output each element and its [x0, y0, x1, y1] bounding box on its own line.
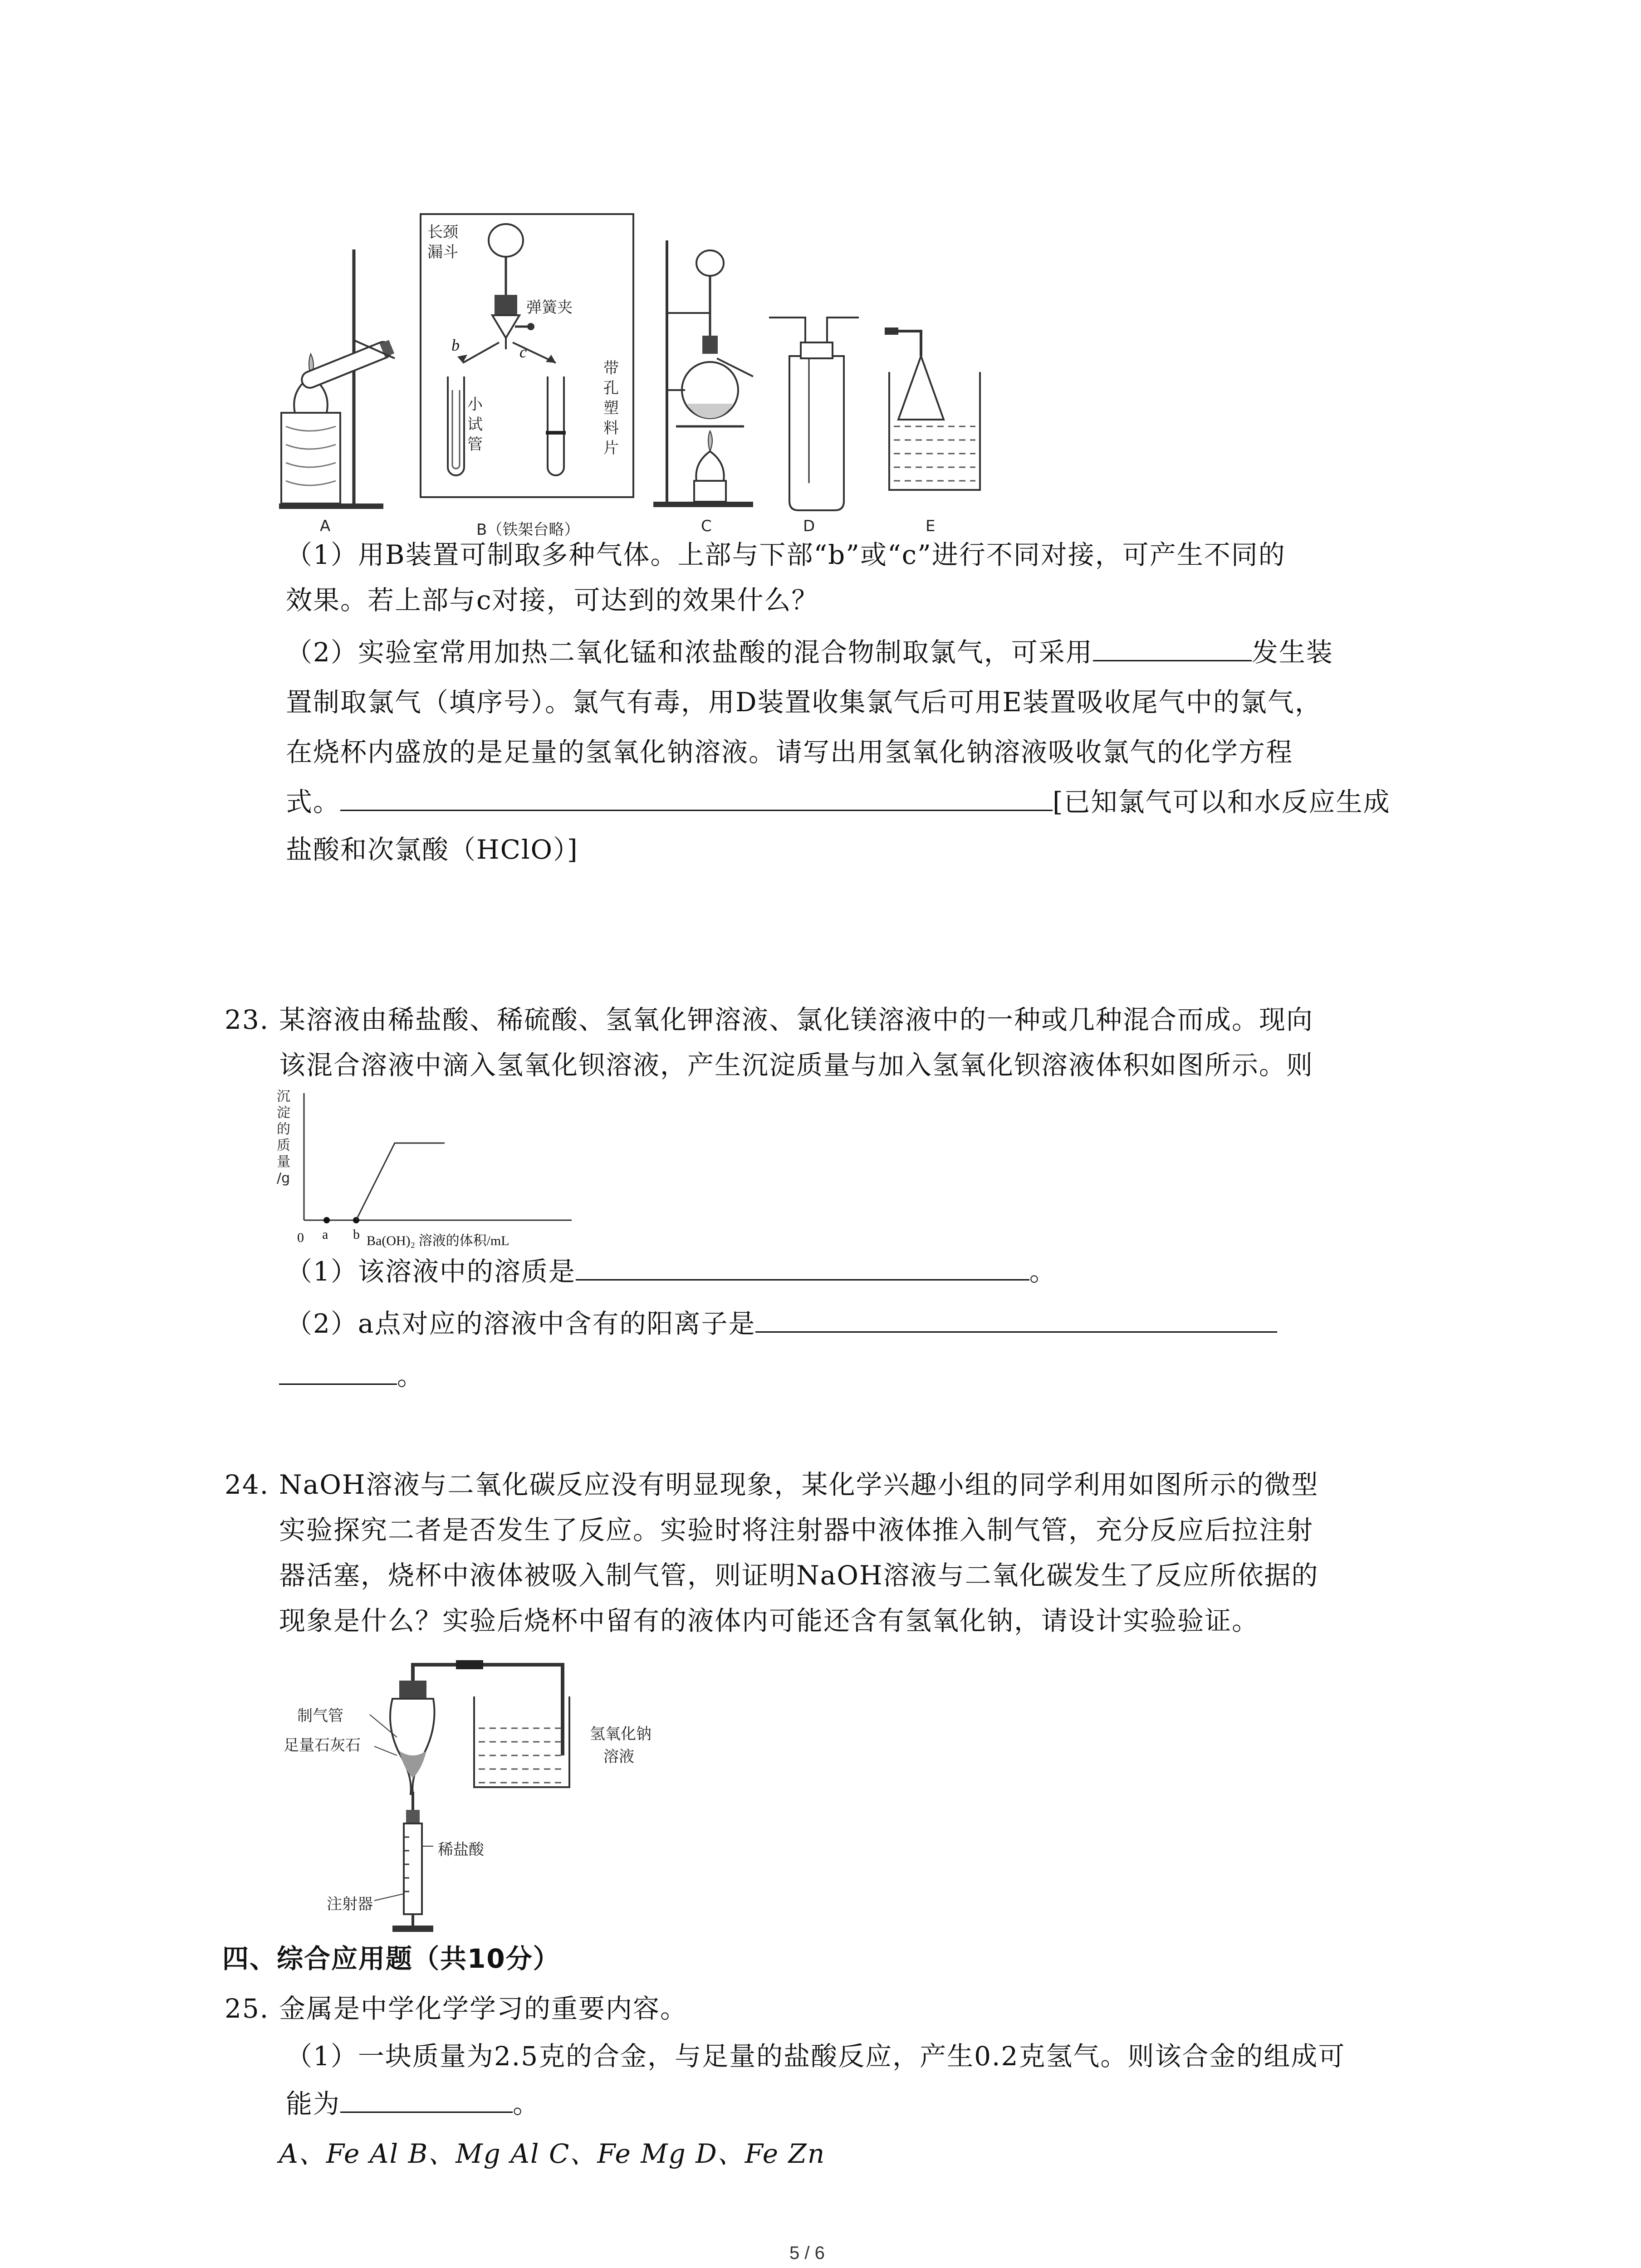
- label-clip: 弹簧夹: [526, 298, 573, 317]
- q22-p1-line1: （1）用B装置可制取多种气体。上部与下部“b”或“c”进行不同对接，可产生不同的: [286, 539, 1286, 570]
- label-naoh-1: 氢氧化钠: [590, 1725, 652, 1743]
- apparatus-a: [272, 240, 408, 522]
- label-b: b: [451, 336, 460, 354]
- q23-graph-a: a: [322, 1227, 328, 1242]
- q22-p1-line2: 效果。若上部与c对接，可达到的效果什么？: [286, 585, 819, 616]
- q25-sub1-line2: 能为 。: [286, 2082, 540, 2126]
- label-tube: 小试管: [467, 396, 483, 454]
- q23-graph-xlabel: Ba(OH)₂ 溶液的体积/mL: [367, 1233, 509, 1248]
- label-syringe: 注射器: [327, 1895, 373, 1913]
- label-dilute-hcl: 稀盐酸: [438, 1841, 484, 1859]
- q22-p2-line4: 式。 [已知氯气可以和水反应生成: [286, 780, 1391, 824]
- label-limestone: 足量石灰石: [284, 1736, 361, 1755]
- q23-sub1: （1）该溶液中的溶质是 。: [286, 1250, 1057, 1293]
- q22-p2-line3: 在烧杯内盛放的是足量的氢氧化钠溶液。请写出用氢氧化钠溶液吸收氯气的化学方程: [286, 737, 1293, 767]
- apparatus-d: [769, 293, 860, 528]
- q23-graph-ylabel: 沉 淀 的 质 量 /g: [277, 1089, 290, 1186]
- apparatus-c: [649, 240, 767, 531]
- caption-c: C: [701, 517, 712, 535]
- q25-sub1-line1: （1）一块质量为2.5克的合金，与足量的盐酸反应，产生0.2克氢气。则该合金的组成可: [286, 2041, 1346, 2072]
- caption-a: A: [320, 517, 331, 535]
- q22-p2-line2: 置制取氯气（填序号）。氯气有毒，用D装置收集氯气后可用E装置吸收尾气中的氯气，: [286, 687, 1322, 718]
- q24-line2: 实验探究二者是否发生了反应。实验时将注射器中液体推入制气管，充分反应后拉注射: [279, 1515, 1314, 1545]
- label-funnel: 长颈漏斗: [427, 223, 458, 261]
- q23-graph-b: b: [353, 1227, 360, 1242]
- q22-p2-line1: （2）实验室常用加热二氧化锰和浓盐酸的混合物制取氯气，可采用 发生装: [286, 631, 1333, 674]
- q23-number: 23.: [225, 1004, 269, 1035]
- label-plate: 带孔塑料片: [603, 359, 619, 457]
- caption-e: E: [926, 517, 936, 535]
- q23-blank-solute[interactable]: [576, 1252, 1029, 1281]
- q24-line3: 器活塞，烧杯中液体被吸入制气管，则证明NaOH溶液与二氧化碳发生了反应所依据的: [279, 1560, 1319, 1591]
- page-number: 5 / 6: [789, 2243, 825, 2263]
- apparatus-figure: [272, 213, 980, 544]
- q25-blank-alloy[interactable]: [340, 2084, 513, 2113]
- q23-blank-cations[interactable]: [755, 1304, 1277, 1333]
- q22-p2-line5: 盐酸和次氯酸（HClO）]: [286, 834, 578, 865]
- label-naoh-2: 溶液: [603, 1748, 634, 1766]
- q24-line4: 现象是什么？实验后烧杯中留有的液体内可能还含有氢氧化钠，请设计实验验证。: [279, 1605, 1259, 1636]
- q23-line1: 某溶液由稀盐酸、稀硫酸、氢氧化钾溶液、氯化镁溶液中的一种或几种混合而成。现向: [279, 1004, 1314, 1035]
- q23-sub2-cont: 。: [279, 1354, 424, 1398]
- q24-figure: [277, 1647, 685, 1941]
- caption-d: D: [803, 517, 815, 535]
- q25-number: 25.: [225, 1993, 269, 2024]
- q22-blank-device[interactable]: [1093, 633, 1252, 661]
- q23-blank-cations-cont[interactable]: [279, 1356, 397, 1385]
- q23-graph-origin: 0: [297, 1230, 304, 1245]
- q25-line1: 金属是中学化学学习的重要内容。: [279, 1993, 688, 2024]
- q24-line1: NaOH溶液与二氧化碳反应没有明显现象，某化学兴趣小组的同学利用如图所示的微型: [279, 1469, 1319, 1500]
- q23-sub2: （2）a点对应的溶液中含有的阳离子是: [286, 1302, 1277, 1345]
- q22-blank-equation[interactable]: [340, 782, 1053, 811]
- apparatus-e: [880, 322, 989, 531]
- section-4-title: 四、综合应用题（共10分）: [222, 1943, 560, 1974]
- label-c: c: [519, 343, 527, 361]
- q23-graph: [277, 1089, 594, 1261]
- q23-line2: 该混合溶液中滴入氢氧化钡溶液，产生沉淀质量与加入氢氧化钡溶液体积如图所示。则: [279, 1050, 1314, 1080]
- caption-b: B（铁架台略）: [476, 521, 580, 539]
- label-gas-tube: 制气管: [297, 1707, 343, 1725]
- q25-options: A、Fe Al B、Mg Al C、Fe Mg D、Fe Zn: [279, 2138, 826, 2169]
- q24-number: 24.: [225, 1469, 269, 1500]
